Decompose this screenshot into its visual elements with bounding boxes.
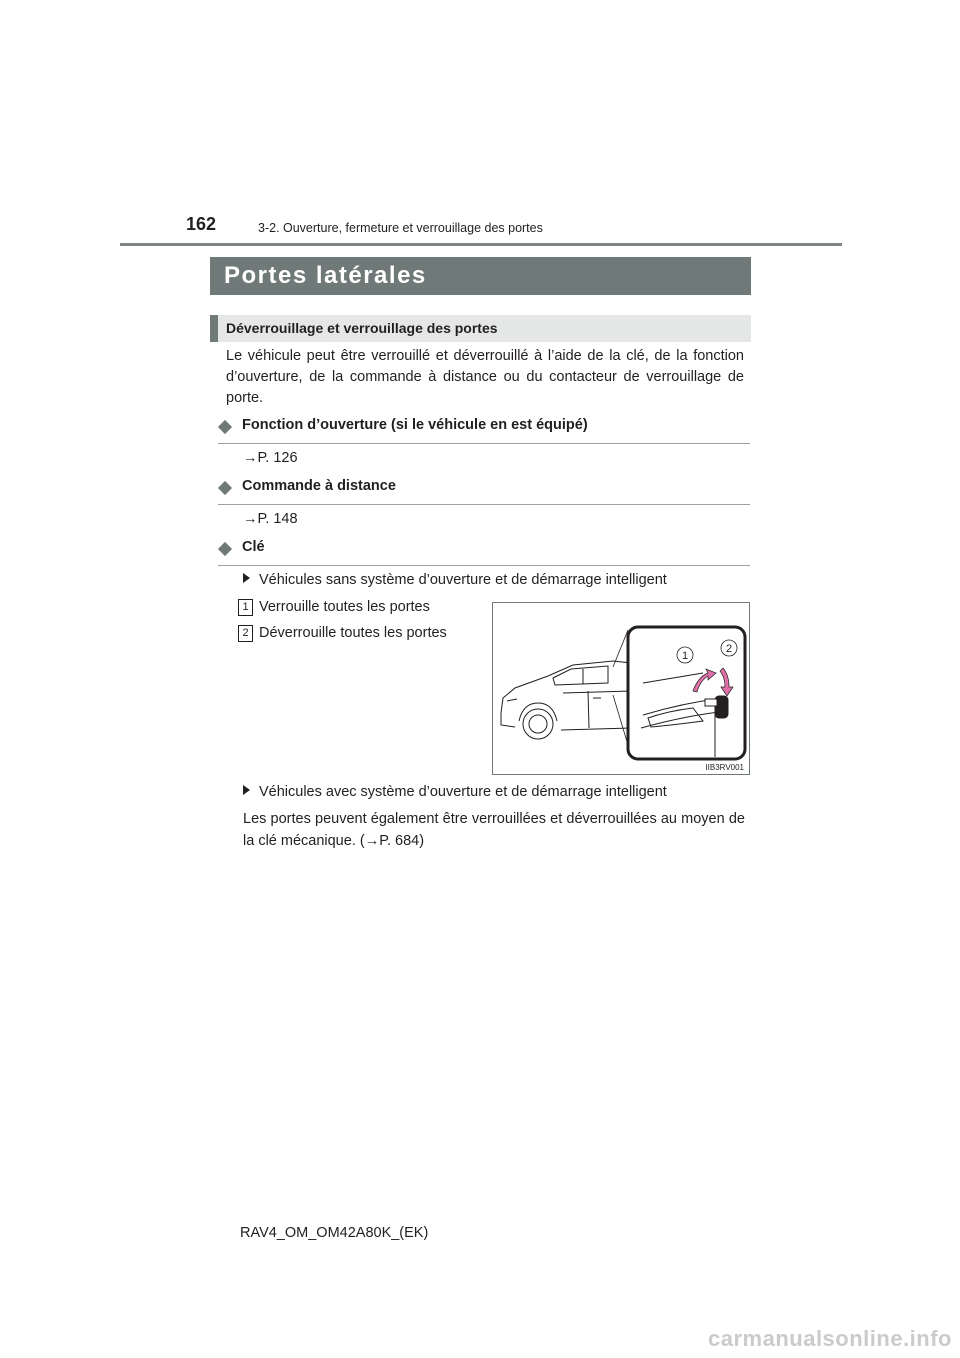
diamond-bullet-icon: [218, 542, 232, 556]
watermark: carmanualsonline.info: [708, 1326, 952, 1351]
header-rule: [120, 243, 842, 246]
feature-heading-remote: [218, 480, 750, 505]
subsection-bar: [210, 315, 751, 342]
intro-paragraph: Le véhicule peut être verrouillé et déverrouillé à l’aide de la clé, de la fonction d’ouverture, de la commande à distance ou du contacteur de verrouillage de porte.: [226, 348, 744, 406]
mechanical-key-paragraph: Les portes peuvent également être verrouillées et déverrouillées au moyen de la clé mécanique. (→P. 684): [243, 811, 745, 849]
triangle-bullet-icon: [243, 785, 250, 795]
condition-text: Véhicules sans système d’ouverture et de démarrage intelligent: [259, 572, 667, 588]
list-item-text: Déverrouille toutes les portes: [259, 625, 447, 641]
number-box: 1: [238, 599, 253, 616]
key-door-illustration: [492, 602, 750, 775]
document-footer: RAV4_OM_OM42A80K_(EK): [240, 1225, 429, 1241]
callout-2: 2: [725, 643, 733, 655]
title-bar: [210, 257, 751, 295]
page-number: 162: [186, 214, 217, 234]
diamond-bullet-icon: [218, 481, 232, 495]
diamond-bullet-icon: [218, 420, 232, 434]
feature-label: Commande à distance: [242, 478, 396, 494]
number-box: 2: [238, 625, 253, 642]
list-item-lock: [238, 599, 430, 616]
list-item-text: Verrouille toutes les portes: [259, 599, 430, 615]
condition-text: Véhicules avec système d’ouverture et de démarrage intelligent: [259, 784, 667, 800]
car-door-key-drawing: [493, 603, 749, 774]
page-title: Portes latérales: [224, 262, 427, 289]
subsection-title: Déverrouillage et verrouillage des portes: [226, 320, 498, 336]
callout-1: 1: [681, 650, 689, 662]
triangle-bullet-icon: [243, 573, 250, 583]
condition-with-smart: [243, 784, 667, 800]
feature-label: Fonction d’ouverture (si le véhicule en est équipé): [242, 417, 588, 433]
page-reference: →P. 148: [243, 511, 298, 527]
feature-heading-key: [218, 541, 750, 566]
list-item-unlock: [238, 625, 447, 642]
feature-heading-smart-entry: [218, 419, 750, 444]
feature-label: Clé: [242, 539, 265, 555]
page-reference: →P. 126: [243, 450, 298, 466]
section-header: 3-2. Ouverture, fermeture et verrouillage des portes: [258, 221, 543, 235]
illustration-code: IIB3RV001: [705, 763, 744, 772]
condition-without-smart: [243, 572, 667, 588]
